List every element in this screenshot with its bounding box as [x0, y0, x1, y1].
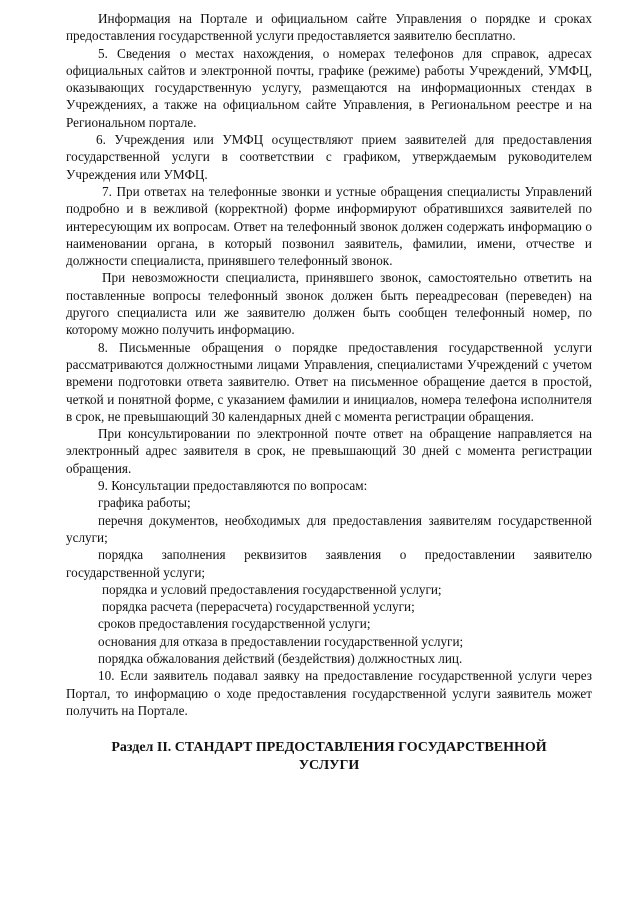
list-item: перечня документов, необходимых для предоставления заявителям государственной услуги;	[66, 512, 592, 545]
paragraph-item-7: 7. При ответах на телефонные звонки и устные обращения специалисты Управлений подробно и в вежливой (корректной) форме информируют обратившихся заявителей по интересующим их вопросам. Ответ на телефонный звонок должен содержать информацию о наименовании органа, в который позвонил заявитель, фамилии, имени, отчестве и должности специалиста, принявшего телефонный звонок.	[66, 183, 592, 269]
paragraph-call-redirect: При невозможности специалиста, принявшего звонок, самостоятельно ответить на поставленные вопросы телефонный звонок должен быть переадресован (переведен) на другого специалиста или же заявителю должен быть сообщен телефонный номер, по которому можно получить информацию.	[66, 270, 592, 338]
list-item: графика работы;	[98, 495, 191, 511]
paragraph-item-5: 5. Сведения о местах нахождения, о номерах телефонов для справок, адресах официальных сайтов и электронной почты, графике (режиме) работы Учреждений, УМФЦ, оказывающих государственную услугу, размещаются на информационных стендах в Учреждениях, а также на официальном сайте Управления, в Региональном реестре и на Региональном портале.	[66, 45, 592, 130]
list-item: порядка и условий предоставления государственной услуги;	[102, 581, 442, 597]
list-item: порядка обжалования действий (бездействия) должностных лиц.	[98, 650, 463, 666]
list-item: порядка расчета (перерасчета) государственной услуги;	[102, 599, 415, 615]
list-item: порядка заполнения реквизитов заявления о предоставлении заявителю государственной услуги;	[66, 547, 592, 580]
document-page	[66, 10, 592, 775]
consultation-topics-list	[66, 494, 592, 667]
list-item: основания для отказа в предоставлении государственной услуги;	[98, 633, 464, 649]
paragraph-item-8: 8. Письменные обращения о порядке предоставления государственной услуги рассматриваются должностными лицами Управления, специалистами Учреждений с учетом времени подготовки ответа заявителю. Ответ на письменное обращение дается в простой, четкой и понятной форме, с указанием фамилии и инициалов, номера телефона исполнителя в срок, не превышающий 30 календарных дней с момента регистрации обращения.	[66, 339, 592, 424]
paragraph-email-consulting: При консультировании по электронной почте ответ на обращение направляется на электронный адрес заявителя в срок, не превышающий 30 дней с момента регистрации обращения.	[66, 426, 592, 476]
list-item: сроков предоставления государственной услуги;	[98, 616, 371, 632]
section-heading: Раздел II. СТАНДАРТ ПРЕДОСТАВЛЕНИЯ ГОСУДАРСТВЕННОЙ УСЛУГИ	[111, 740, 547, 774]
paragraph-item-6: 6. Учреждения или УМФЦ осуществляют прием заявителей для предоставления государственной услуги в соответствии с графиком, утверждаемым руководителем Учреждения или УМФЦ.	[66, 132, 592, 182]
paragraph-portal-info: Информация на Портале и официальном сайте Управления о порядке и сроках предоставления государственной услуги предоставляется заявителю бесплатно.	[66, 11, 592, 44]
paragraph-item-10: 10. Если заявитель подавал заявку на предоставление государственной услуги через Портал, то информацию о ходе предоставления государственной услуги заявитель может получить на Портале.	[66, 668, 592, 718]
paragraph-item-9: 9. Консультации предоставляются по вопросам:	[98, 478, 368, 494]
